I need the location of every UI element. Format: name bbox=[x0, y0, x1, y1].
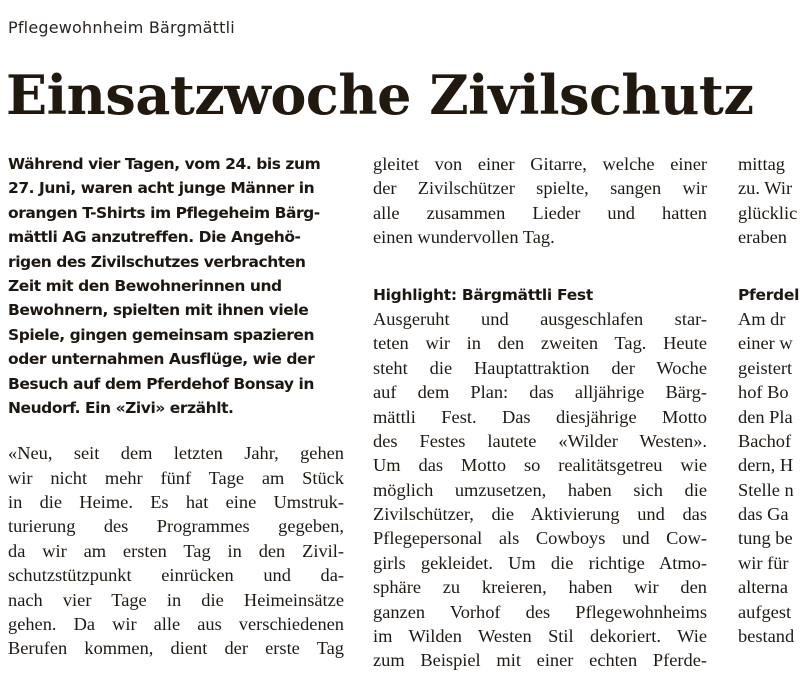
subheading bbox=[738, 283, 800, 307]
body-line: gleitet von einer Gitarre, welche einer bbox=[373, 154, 707, 174]
body-line: sphäre zu kreieren, haben wir den bbox=[373, 577, 707, 598]
subheading-text: Highlight: Bärgmättli Fest bbox=[373, 285, 593, 304]
body-line: «Neu, seit dem letzten Jahr, gehen bbox=[8, 443, 344, 464]
body-line: tung be bbox=[738, 528, 793, 549]
body-line: Berufen kommen, dient der erste Tag bbox=[8, 638, 344, 659]
lead-line: mättli AG anzutreffen. Die Angehö- bbox=[8, 228, 301, 247]
body-line: hof Bo bbox=[738, 382, 789, 403]
body-line: steht die Hauptattraktion der Woche bbox=[373, 357, 707, 378]
body-line: bestand bbox=[738, 626, 795, 647]
headline: Einsatzwoche Zivilschutz bbox=[6, 63, 754, 127]
lead-line: oder unternahmen Ausflüge, wie der bbox=[8, 350, 315, 369]
body-paragraph bbox=[738, 307, 800, 648]
body-line: gehen. Da wir alle aus verschiedenen bbox=[8, 614, 344, 635]
subheading-text: Pferdel bbox=[738, 285, 800, 304]
body-line: Am dr bbox=[738, 308, 786, 329]
body-line: glücklic bbox=[738, 202, 798, 223]
body-paragraph bbox=[373, 307, 707, 673]
body-line: teten wir in den zweiten Tag. Heute bbox=[373, 333, 707, 354]
lead-line: Zeit mit den Bewohnerinnen und bbox=[8, 276, 282, 295]
body-line: eraben bbox=[738, 227, 788, 248]
body-paragraph bbox=[738, 152, 800, 250]
body-line: aufgest bbox=[738, 601, 792, 622]
column-3 bbox=[738, 152, 800, 648]
body-line: mittag bbox=[738, 154, 785, 174]
body-line: der Zivilschützer spielte, sangen wir bbox=[373, 178, 707, 199]
body-line: girls gekleidet. Um die richtige Atmo- bbox=[373, 552, 707, 573]
body-line: ganzen Vorhof des Pflegewohnheims bbox=[373, 601, 707, 622]
body-line: einen wundervollen Tag. bbox=[373, 227, 555, 248]
body-line: Pflegepersonal als Cowboys und Cow- bbox=[373, 528, 707, 549]
body-line: das Ga bbox=[738, 504, 789, 525]
body-paragraph bbox=[373, 152, 707, 250]
body-line: alle zusammen Lieder und hatten bbox=[373, 202, 707, 223]
body-line: geistert bbox=[738, 357, 793, 378]
body-line: zum Beispiel mit einer echten Pferde- bbox=[373, 650, 707, 671]
body-line: Stelle n bbox=[738, 479, 794, 500]
lead-line: orangen T-Shirts im Pflegeheim Bärg- bbox=[8, 203, 320, 222]
body-line: mättli Fest. Das diesjährige Motto bbox=[373, 406, 707, 427]
body-line: wir für bbox=[738, 552, 789, 573]
body-paragraph bbox=[8, 441, 344, 661]
lead-paragraph bbox=[8, 152, 344, 420]
body-line: nach vier Tage in die Heimeinsätze bbox=[8, 589, 344, 610]
body-line: schutzstützpunkt einrücken und da- bbox=[8, 565, 344, 586]
body-line: Bachof bbox=[738, 430, 792, 451]
body-line: im Wilden Westen Stil dekoriert. Wie bbox=[373, 626, 707, 647]
body-line: Ausgeruht und ausgeschlafen star- bbox=[373, 308, 707, 329]
body-line: den Pla bbox=[738, 406, 793, 427]
body-line: des Festes lautete «Wilder Westen». bbox=[373, 430, 707, 451]
lead-line: 27. Juni, waren acht junge Männer in bbox=[8, 179, 315, 198]
lead-line: Während vier Tagen, vom 24. bis zum bbox=[8, 155, 321, 173]
body-line: Zivilschützer, die Aktivierung und das bbox=[373, 504, 707, 525]
body-line: turierung des Programmes gegeben, bbox=[8, 516, 344, 537]
body-line: Um das Motto so realitätsgetreu wie bbox=[373, 455, 707, 476]
body-line: auf dem Plan: das alljährige Bärg- bbox=[373, 382, 707, 403]
body-line: einer w bbox=[738, 333, 793, 354]
body-line: dern, H bbox=[738, 455, 794, 476]
kicker: Pflegewohnheim Bärgmättli bbox=[8, 18, 235, 37]
lead-line: Spiele, gingen gemeinsam spazieren bbox=[8, 325, 315, 344]
body-line: in die Heime. Es hat eine Umstruk- bbox=[8, 492, 344, 513]
subheading bbox=[373, 283, 707, 307]
lead-line: Bewohnern, spielten mit ihnen viele bbox=[8, 301, 309, 320]
column-1 bbox=[8, 152, 344, 661]
body-line: da wir am ersten Tag in den Zivil- bbox=[8, 540, 344, 561]
body-line: alterna bbox=[738, 577, 789, 598]
lead-line: Neudorf. Ein «Zivi» erzählt. bbox=[8, 398, 234, 417]
column-2 bbox=[373, 152, 707, 673]
body-line: zu. Wir bbox=[738, 178, 793, 199]
body-line: wir nicht mehr fünf Tage am Stück bbox=[8, 467, 344, 488]
lead-line: Besuch auf dem Pferdehof Bonsay in bbox=[8, 374, 314, 393]
body-line: möglich umzusetzen, haben sich die bbox=[373, 479, 707, 500]
lead-line: rigen des Zivilschutzes verbrachten bbox=[8, 252, 306, 271]
